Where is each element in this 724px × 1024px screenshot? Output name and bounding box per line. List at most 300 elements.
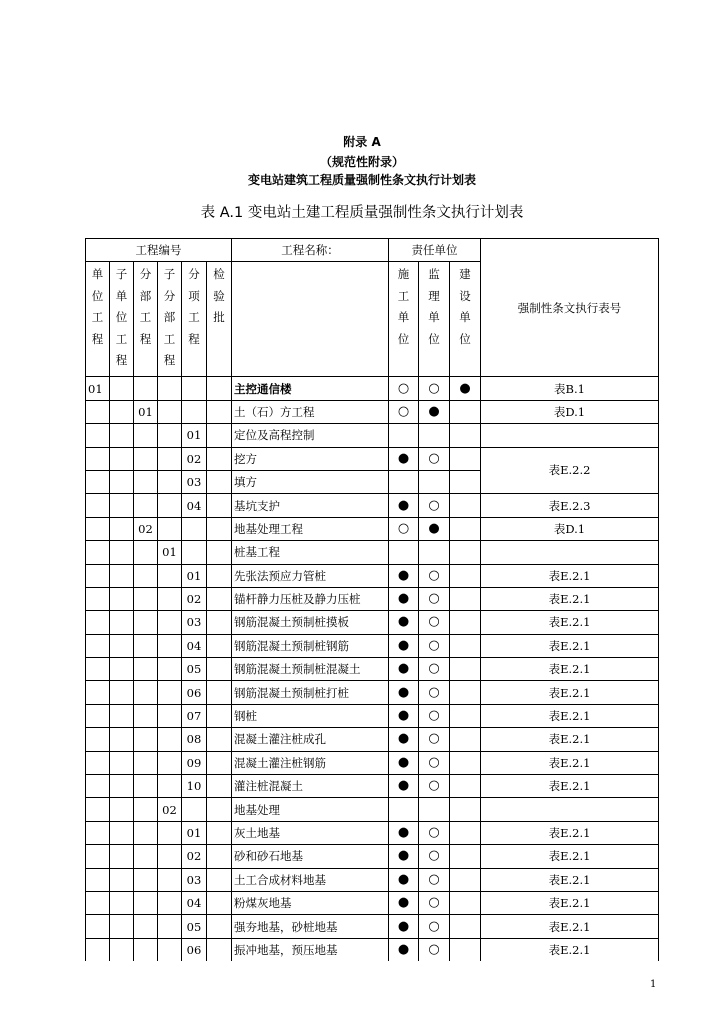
owner-mark-cell: ●	[450, 377, 481, 400]
unit-code-cell	[86, 517, 110, 540]
supervision-mark-cell: ○	[419, 938, 450, 961]
subunit-code-cell	[110, 868, 134, 891]
subunit-code-cell	[110, 845, 134, 868]
project-name-cell: 振冲地基，预压地基	[232, 938, 389, 961]
plan-number-cell: 表E.2.1	[481, 658, 659, 681]
header-resp-col-0: 施 工 单 位	[389, 262, 419, 377]
item-code-cell: 07	[182, 704, 207, 727]
unit-code-cell	[86, 775, 110, 798]
subdivision-code-cell: 02	[158, 798, 182, 821]
unit-code-cell: 01	[86, 377, 110, 400]
table-row	[86, 704, 659, 727]
item-code-cell: 05	[182, 915, 207, 938]
header-code-col-1: 子 单 位 工 程	[110, 262, 134, 377]
plan-number-cell: 表B.1	[481, 377, 659, 400]
table-row	[86, 611, 659, 634]
batch-code-cell	[207, 634, 232, 657]
item-code-cell: 01	[182, 564, 207, 587]
project-name-cell: 灰土地基	[232, 821, 389, 844]
construction-mark-cell: ○	[389, 400, 419, 423]
owner-mark-cell	[450, 798, 481, 821]
subdivision-code-cell	[158, 938, 182, 961]
item-code-cell: 04	[182, 634, 207, 657]
supervision-mark-cell: ○	[419, 634, 450, 657]
subdivision-code-cell: 01	[158, 541, 182, 564]
batch-code-cell	[207, 821, 232, 844]
subunit-code-cell	[110, 424, 134, 447]
owner-mark-cell	[450, 821, 481, 844]
division-code-cell: 02	[134, 517, 158, 540]
subdivision-code-cell	[158, 424, 182, 447]
supervision-mark-cell: ○	[419, 377, 450, 400]
division-code-cell	[134, 704, 158, 727]
project-name-cell: 基坑支护	[232, 494, 389, 517]
construction-mark-cell: ○	[389, 517, 419, 540]
subdivision-code-cell	[158, 868, 182, 891]
owner-mark-cell	[450, 587, 481, 610]
subunit-code-cell	[110, 728, 134, 751]
table-row	[86, 658, 659, 681]
table-row	[86, 377, 659, 400]
batch-code-cell	[207, 798, 232, 821]
subunit-code-cell	[110, 704, 134, 727]
plan-number-cell: 表E.2.1	[481, 564, 659, 587]
subdivision-code-cell	[158, 915, 182, 938]
owner-mark-cell	[450, 494, 481, 517]
table-row	[86, 424, 659, 447]
supervision-mark-cell: ●	[419, 400, 450, 423]
division-code-cell	[134, 845, 158, 868]
table-row	[86, 517, 659, 540]
batch-code-cell	[207, 587, 232, 610]
supervision-mark-cell: ○	[419, 611, 450, 634]
subdivision-code-cell	[158, 821, 182, 844]
plan-number-cell: 表E.2.3	[481, 494, 659, 517]
construction-mark-cell: ●	[389, 447, 419, 470]
header-code-col-0: 单 位 工 程	[86, 262, 110, 377]
unit-code-cell	[86, 447, 110, 470]
plan-number-cell: 表E.2.1	[481, 821, 659, 844]
division-code-cell	[134, 447, 158, 470]
owner-mark-cell	[450, 517, 481, 540]
header-code-col-3: 子 分 部 工 程	[158, 262, 182, 377]
plan-number-cell: 表E.2.1	[481, 611, 659, 634]
header-code-col-5: 检 验 批	[207, 262, 232, 377]
plan-number-cell: 表E.2.1	[481, 915, 659, 938]
owner-mark-cell	[450, 915, 481, 938]
owner-mark-cell	[450, 611, 481, 634]
division-code-cell	[134, 751, 158, 774]
construction-mark-cell: ●	[389, 658, 419, 681]
project-name-cell: 土工合成材料地基	[232, 868, 389, 891]
batch-code-cell	[207, 424, 232, 447]
division-code-cell	[134, 775, 158, 798]
supervision-mark-cell	[419, 798, 450, 821]
unit-code-cell	[86, 704, 110, 727]
project-name-cell: 地基处理工程	[232, 517, 389, 540]
owner-mark-cell	[450, 634, 481, 657]
unit-code-cell	[86, 798, 110, 821]
plan-number-cell: 表D.1	[481, 517, 659, 540]
owner-mark-cell	[450, 891, 481, 914]
subunit-code-cell	[110, 564, 134, 587]
subdivision-code-cell	[158, 470, 182, 493]
construction-mark-cell: ●	[389, 821, 419, 844]
construction-mark-cell	[389, 541, 419, 564]
supervision-mark-cell: ●	[419, 517, 450, 540]
construction-mark-cell: ●	[389, 634, 419, 657]
header-plan: 强制性条文执行表号	[481, 239, 659, 377]
division-code-cell	[134, 798, 158, 821]
batch-code-cell	[207, 938, 232, 961]
unit-code-cell	[86, 728, 110, 751]
supervision-mark-cell	[419, 470, 450, 493]
plan-number-cell: 表E.2.2	[481, 447, 659, 494]
table-row	[86, 868, 659, 891]
subunit-code-cell	[110, 377, 134, 400]
project-name-cell: 先张法预应力管桩	[232, 564, 389, 587]
item-code-cell: 03	[182, 470, 207, 493]
division-code-cell	[134, 728, 158, 751]
subunit-code-cell	[110, 634, 134, 657]
table-row	[86, 681, 659, 704]
unit-code-cell	[86, 541, 110, 564]
subdivision-code-cell	[158, 634, 182, 657]
batch-code-cell	[207, 915, 232, 938]
supervision-mark-cell: ○	[419, 564, 450, 587]
table-row	[86, 494, 659, 517]
division-code-cell: 01	[134, 400, 158, 423]
unit-code-cell	[86, 751, 110, 774]
table-row	[86, 447, 659, 470]
owner-mark-cell	[450, 775, 481, 798]
subdivision-code-cell	[158, 400, 182, 423]
batch-code-cell	[207, 494, 232, 517]
table-row	[86, 751, 659, 774]
unit-code-cell	[86, 891, 110, 914]
subdivision-code-cell	[158, 587, 182, 610]
item-code-cell: 02	[182, 447, 207, 470]
division-code-cell	[134, 891, 158, 914]
item-code-cell: 01	[182, 821, 207, 844]
construction-mark-cell: ●	[389, 681, 419, 704]
item-code-cell: 05	[182, 658, 207, 681]
supervision-mark-cell: ○	[419, 587, 450, 610]
construction-mark-cell: ●	[389, 587, 419, 610]
project-name-cell: 填方	[232, 470, 389, 493]
header-name-blank	[232, 262, 389, 377]
header-code-col-4: 分 项 工 程	[182, 262, 207, 377]
unit-code-cell	[86, 400, 110, 423]
table-row	[86, 587, 659, 610]
plan-number-cell: 表E.2.1	[481, 681, 659, 704]
owner-mark-cell	[450, 470, 481, 493]
item-code-cell: 06	[182, 938, 207, 961]
item-code-cell: 03	[182, 611, 207, 634]
subunit-code-cell	[110, 517, 134, 540]
unit-code-cell	[86, 424, 110, 447]
batch-code-cell	[207, 751, 232, 774]
unit-code-cell	[86, 494, 110, 517]
project-name-cell: 混凝土灌注桩成孔	[232, 728, 389, 751]
item-code-cell: 08	[182, 728, 207, 751]
project-name-cell: 锚杆静力压桩及静力压桩	[232, 587, 389, 610]
subdivision-code-cell	[158, 891, 182, 914]
batch-code-cell	[207, 447, 232, 470]
subdivision-code-cell	[158, 447, 182, 470]
owner-mark-cell	[450, 400, 481, 423]
normative-label: （规范性附录）	[319, 155, 404, 169]
division-code-cell	[134, 634, 158, 657]
item-code-cell: 01	[182, 424, 207, 447]
header-name: 工程名称：	[232, 239, 389, 262]
item-code-cell: 09	[182, 751, 207, 774]
batch-code-cell	[207, 517, 232, 540]
item-code-cell: 10	[182, 775, 207, 798]
division-code-cell	[134, 915, 158, 938]
plan-number-cell: 表E.2.1	[481, 704, 659, 727]
batch-code-cell	[207, 728, 232, 751]
subdivision-code-cell	[158, 845, 182, 868]
owner-mark-cell	[450, 541, 481, 564]
supervision-mark-cell: ○	[419, 891, 450, 914]
subunit-code-cell	[110, 611, 134, 634]
division-code-cell	[134, 658, 158, 681]
owner-mark-cell	[450, 938, 481, 961]
owner-mark-cell	[450, 681, 481, 704]
supervision-mark-cell: ○	[419, 658, 450, 681]
item-code-cell	[182, 400, 207, 423]
batch-code-cell	[207, 845, 232, 868]
subunit-code-cell	[110, 821, 134, 844]
owner-mark-cell	[450, 658, 481, 681]
subunit-code-cell	[110, 681, 134, 704]
owner-mark-cell	[450, 845, 481, 868]
plan-table	[85, 238, 659, 961]
subdivision-code-cell	[158, 658, 182, 681]
division-code-cell	[134, 541, 158, 564]
unit-code-cell	[86, 611, 110, 634]
plan-number-cell: 表E.2.1	[481, 728, 659, 751]
supervision-mark-cell: ○	[419, 681, 450, 704]
header-resp-col-1: 监 理 单 位	[419, 262, 450, 377]
unit-code-cell	[86, 868, 110, 891]
division-code-cell	[134, 470, 158, 493]
construction-mark-cell	[389, 470, 419, 493]
project-name-cell: 挖方	[232, 447, 389, 470]
owner-mark-cell	[450, 868, 481, 891]
plan-number-cell	[481, 424, 659, 447]
construction-mark-cell: ●	[389, 564, 419, 587]
table-row	[86, 938, 659, 961]
subunit-code-cell	[110, 494, 134, 517]
batch-code-cell	[207, 658, 232, 681]
table-row	[86, 821, 659, 844]
subdivision-code-cell	[158, 775, 182, 798]
project-name-cell: 桩基工程	[232, 541, 389, 564]
subunit-code-cell	[110, 400, 134, 423]
batch-code-cell	[207, 541, 232, 564]
subdivision-code-cell	[158, 611, 182, 634]
subunit-code-cell	[110, 915, 134, 938]
appendix-label: 附录 A	[343, 135, 381, 149]
subdivision-code-cell	[158, 517, 182, 540]
batch-code-cell	[207, 868, 232, 891]
owner-mark-cell	[450, 751, 481, 774]
batch-code-cell	[207, 891, 232, 914]
supervision-mark-cell: ○	[419, 915, 450, 938]
batch-code-cell	[207, 681, 232, 704]
project-name-cell: 钢筋混凝土预制桩钢筋	[232, 634, 389, 657]
supervision-mark-cell: ○	[419, 494, 450, 517]
division-code-cell	[134, 868, 158, 891]
plan-number-cell	[481, 798, 659, 821]
plan-number-cell: 表E.2.1	[481, 587, 659, 610]
project-name-cell: 强夯地基，砂桩地基	[232, 915, 389, 938]
unit-code-cell	[86, 658, 110, 681]
table-row	[86, 634, 659, 657]
table-caption: 表 A.1 变电站土建工程质量强制性条文执行计划表	[200, 205, 524, 221]
plan-number-cell: 表D.1	[481, 400, 659, 423]
subunit-code-cell	[110, 541, 134, 564]
supervision-mark-cell	[419, 541, 450, 564]
plan-number-cell: 表E.2.1	[481, 751, 659, 774]
construction-mark-cell: ●	[389, 845, 419, 868]
supervision-mark-cell: ○	[419, 447, 450, 470]
subunit-code-cell	[110, 798, 134, 821]
project-name-cell: 钢筋混凝土预制桩打桩	[232, 681, 389, 704]
table-row	[86, 728, 659, 751]
subdivision-code-cell	[158, 494, 182, 517]
subunit-code-cell	[110, 470, 134, 493]
unit-code-cell	[86, 634, 110, 657]
construction-mark-cell: ●	[389, 728, 419, 751]
supervision-mark-cell: ○	[419, 821, 450, 844]
project-name-cell: 钢桩	[232, 704, 389, 727]
project-name-cell: 粉煤灰地基	[232, 891, 389, 914]
item-code-cell: 04	[182, 494, 207, 517]
item-code-cell	[182, 541, 207, 564]
owner-mark-cell	[450, 447, 481, 470]
owner-mark-cell	[450, 424, 481, 447]
unit-code-cell	[86, 681, 110, 704]
construction-mark-cell: ●	[389, 494, 419, 517]
unit-code-cell	[86, 470, 110, 493]
batch-code-cell	[207, 611, 232, 634]
project-name-cell: 钢筋混凝土预制桩混凝土	[232, 658, 389, 681]
construction-mark-cell: ●	[389, 915, 419, 938]
plan-number-cell: 表E.2.1	[481, 845, 659, 868]
plan-number-cell: 表E.2.1	[481, 775, 659, 798]
item-code-cell: 03	[182, 868, 207, 891]
table-row	[86, 541, 659, 564]
division-code-cell	[134, 611, 158, 634]
item-code-cell: 02	[182, 845, 207, 868]
supervision-mark-cell: ○	[419, 775, 450, 798]
project-name-cell: 主控通信楼	[232, 377, 389, 400]
construction-mark-cell: ●	[389, 775, 419, 798]
table-row	[86, 564, 659, 587]
batch-code-cell	[207, 775, 232, 798]
batch-code-cell	[207, 704, 232, 727]
plan-number-cell	[481, 541, 659, 564]
table-row	[86, 845, 659, 868]
owner-mark-cell	[450, 564, 481, 587]
owner-mark-cell	[450, 728, 481, 751]
item-code-cell	[182, 377, 207, 400]
construction-mark-cell: ●	[389, 611, 419, 634]
supervision-mark-cell: ○	[419, 868, 450, 891]
document-title: 变电站建筑工程质量强制性条文执行计划表	[247, 173, 476, 187]
project-name-cell: 定位及高程控制	[232, 424, 389, 447]
construction-mark-cell: ●	[389, 868, 419, 891]
item-code-cell	[182, 517, 207, 540]
supervision-mark-cell: ○	[419, 704, 450, 727]
header-code-col-2: 分 部 工 程	[134, 262, 158, 377]
subunit-code-cell	[110, 775, 134, 798]
header-code: 工程编号	[86, 239, 232, 262]
division-code-cell	[134, 494, 158, 517]
project-name-cell: 地基处理	[232, 798, 389, 821]
division-code-cell	[134, 564, 158, 587]
subunit-code-cell	[110, 658, 134, 681]
subdivision-code-cell	[158, 704, 182, 727]
project-name-cell: 灌注桩混凝土	[232, 775, 389, 798]
subdivision-code-cell	[158, 751, 182, 774]
unit-code-cell	[86, 938, 110, 961]
table-row	[86, 891, 659, 914]
division-code-cell	[134, 681, 158, 704]
construction-mark-cell: ○	[389, 377, 419, 400]
subdivision-code-cell	[158, 681, 182, 704]
header-row-1	[86, 239, 659, 262]
subunit-code-cell	[110, 938, 134, 961]
subunit-code-cell	[110, 751, 134, 774]
subdivision-code-cell	[158, 728, 182, 751]
batch-code-cell	[207, 400, 232, 423]
construction-mark-cell	[389, 424, 419, 447]
construction-mark-cell: ●	[389, 938, 419, 961]
construction-mark-cell: ●	[389, 704, 419, 727]
supervision-mark-cell: ○	[419, 728, 450, 751]
subdivision-code-cell	[158, 564, 182, 587]
subunit-code-cell	[110, 587, 134, 610]
supervision-mark-cell: ○	[419, 845, 450, 868]
unit-code-cell	[86, 915, 110, 938]
unit-code-cell	[86, 821, 110, 844]
plan-number-cell: 表E.2.1	[481, 868, 659, 891]
division-code-cell	[134, 424, 158, 447]
subunit-code-cell	[110, 891, 134, 914]
plan-number-cell: 表E.2.1	[481, 938, 659, 961]
project-name-cell: 土（石）方工程	[232, 400, 389, 423]
page-number: 1	[650, 979, 657, 990]
supervision-mark-cell: ○	[419, 751, 450, 774]
project-name-cell: 砂和砂石地基	[232, 845, 389, 868]
project-name-cell: 钢筋混凝土预制桩摸板	[232, 611, 389, 634]
header-resp-col-2: 建 设 单 位	[450, 262, 481, 377]
unit-code-cell	[86, 845, 110, 868]
owner-mark-cell	[450, 704, 481, 727]
plan-number-cell: 表E.2.1	[481, 634, 659, 657]
unit-code-cell	[86, 564, 110, 587]
division-code-cell	[134, 821, 158, 844]
item-code-cell: 06	[182, 681, 207, 704]
batch-code-cell	[207, 470, 232, 493]
batch-code-cell	[207, 377, 232, 400]
table-row	[86, 400, 659, 423]
project-name-cell: 混凝土灌注桩钢筋	[232, 751, 389, 774]
